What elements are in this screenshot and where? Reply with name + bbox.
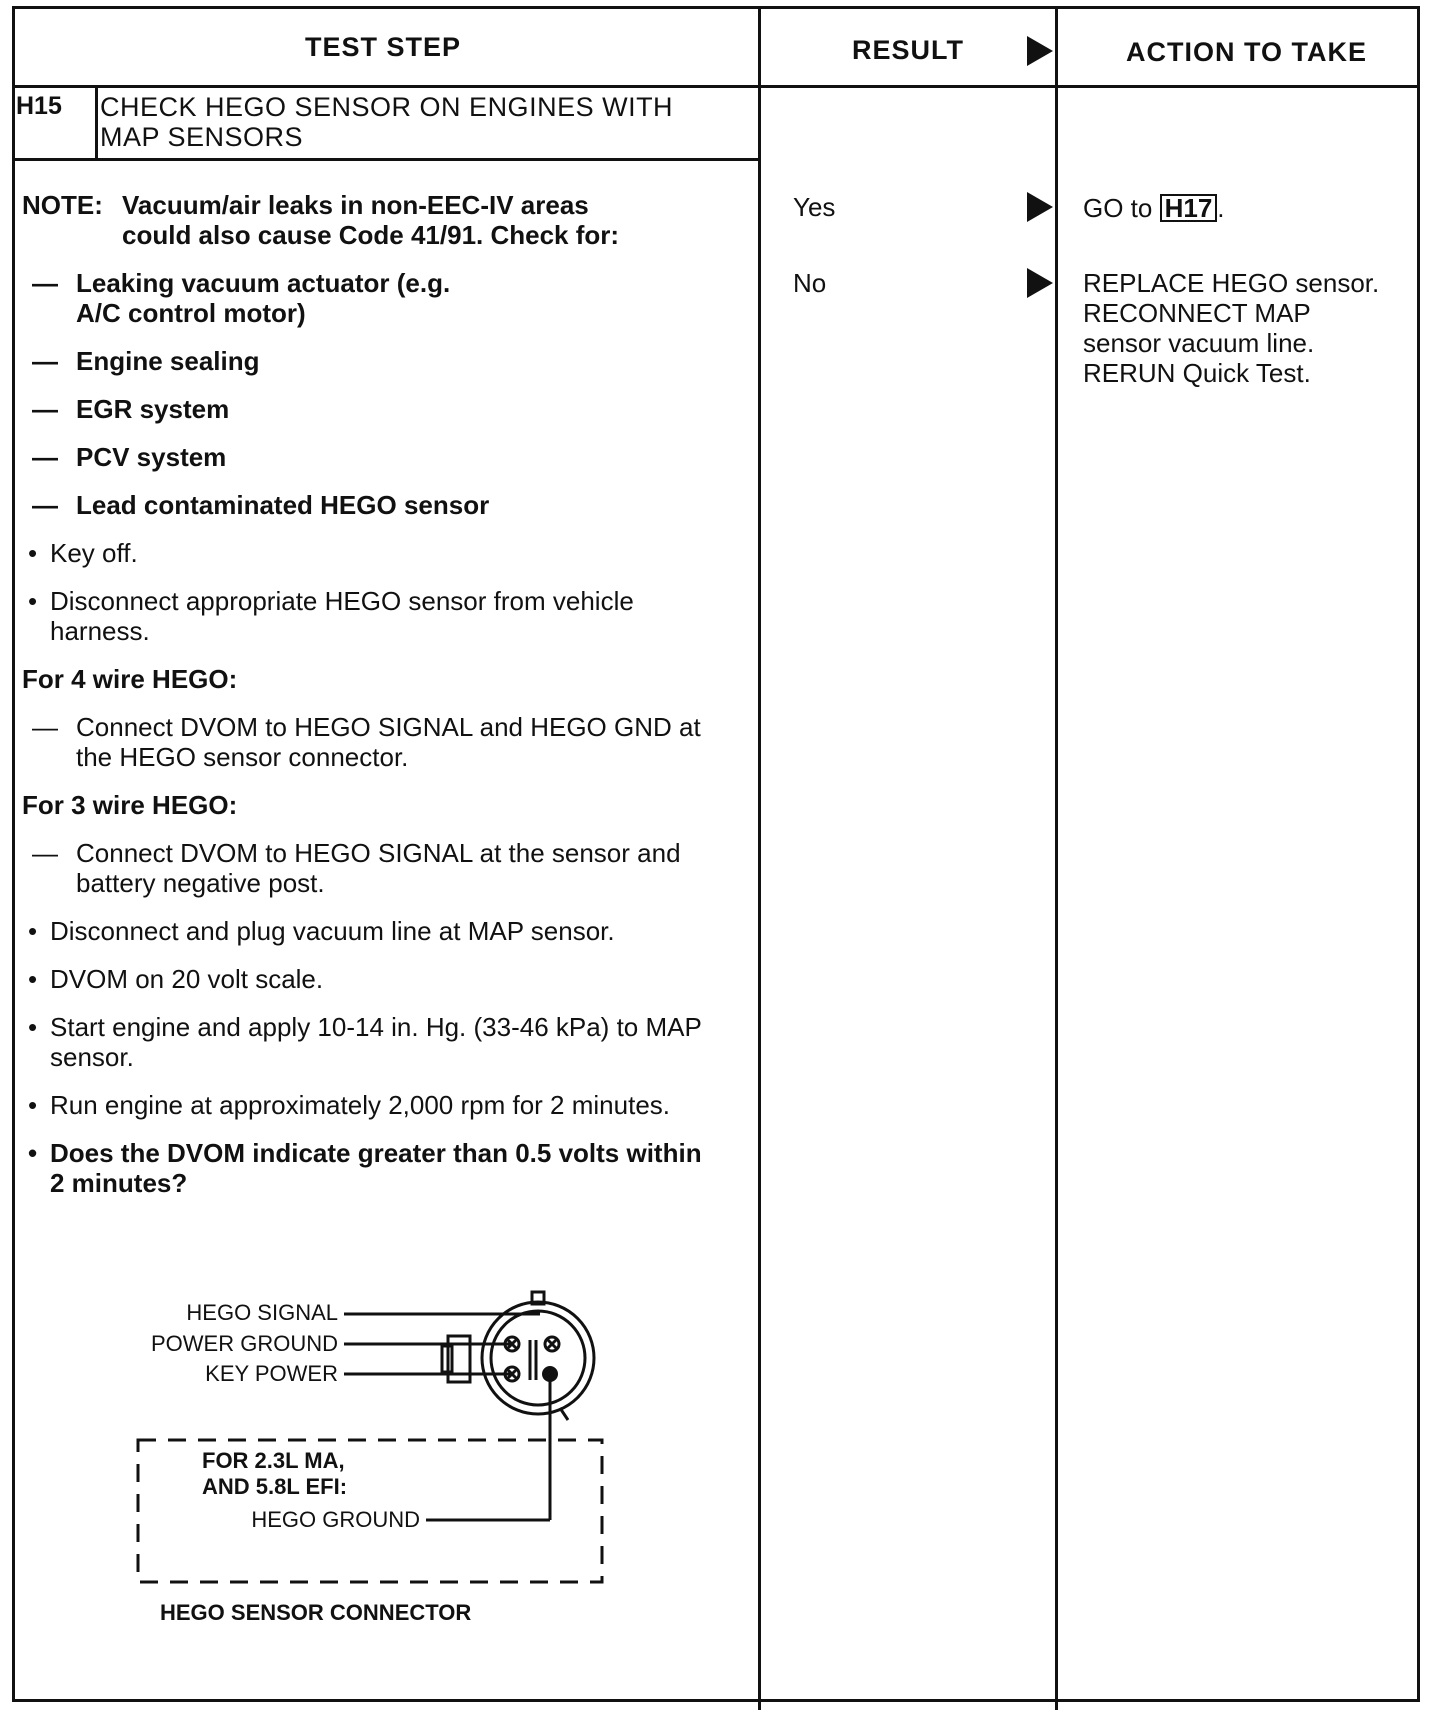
pin-hego-ground [542,1366,558,1382]
step-title-line-1: CHECK HEGO SENSOR ON ENGINES WITH [100,92,674,122]
step-ref-h17[interactable]: H17 [1160,194,1218,222]
connector-tab-bottom [560,1408,568,1420]
leak-item: — Leaking vacuum actuator (e.g. A/C control motor) [32,268,451,328]
label-power-ground: POWER GROUND [151,1331,338,1356]
label-for-line-2: AND 5.8L EFI: [202,1474,348,1499]
bullet-question: • Does the DVOM indicate greater than 0.5 volts within 2 minutes? [28,1138,702,1198]
result-header-arrow-icon [1027,36,1053,66]
action-header: ACTION TO TAKE [1126,37,1367,67]
step-title-line-2: MAP SENSORS [100,122,304,152]
three-wire-item: — Connect DVOM to HEGO SIGNAL at the sensor and battery negative post. [32,838,681,898]
label-key-power: KEY POWER [205,1361,338,1386]
procedure-text [22,190,722,1216]
result-header: RESULT [852,35,964,65]
column-divider-result-action [1055,6,1058,1710]
connector-inner [491,1311,585,1405]
note-label: NOTE: [22,190,103,220]
header-bottom-rule [12,85,1420,88]
bullet-disconnect: • Disconnect appropriate HEGO sensor from vehicle harness. [28,586,634,646]
step-title [100,92,673,152]
result-no-arrow-icon [1027,268,1053,298]
leak-item: — PCV system [32,442,227,472]
label-hego-signal: HEGO SIGNAL [186,1300,338,1325]
leak-item: — Engine sealing [32,346,260,376]
column-divider-test-result [758,6,761,1710]
note-line-2: could also cause Code 41/91. Check for: [122,220,620,250]
result-yes-arrow-icon [1027,192,1053,222]
three-wire-heading: For 3 wire HEGO: [22,790,238,820]
action-no: REPLACE HEGO sensor. RECONNECT MAP sensor vacuum line. RERUN Quick Test. [1083,268,1380,388]
note-line-1: Vacuum/air leaks in non-EEC-IV areas [122,190,589,220]
note-block [22,190,722,250]
connector-body [482,1302,594,1414]
result-no: No [793,268,827,298]
bullet-key-off: • Key off. [28,538,138,568]
action-yes-suffix: . [1217,193,1225,223]
leak-item: — EGR system [32,394,230,424]
bullet-plug-vacuum: • Disconnect and plug vacuum line at MAP sensor. [28,916,615,946]
step-id-divider [95,85,98,158]
test-step-header: TEST STEP [305,32,462,62]
label-hego-ground: HEGO GROUND [251,1507,420,1532]
step-id: H15 [16,92,62,120]
hego-connector-diagram [130,1290,650,1630]
label-for-line-1: FOR 2.3L MA, [202,1448,345,1473]
leak-item: — Lead contaminated HEGO sensor [32,490,490,520]
bullet-start-engine: • Start engine and apply 10-14 in. Hg. (33-46 kPa) to MAP sensor. [28,1012,702,1072]
result-yes: Yes [793,192,836,222]
action-yes-prefix: GO to [1083,193,1153,223]
bullet-run-engine: • Run engine at approximately 2,000 rpm for 2 minutes. [28,1090,671,1120]
four-wire-item: — Connect DVOM to HEGO SIGNAL and HEGO GND at the HEGO sensor connector. [32,712,701,772]
four-wire-heading: For 4 wire HEGO: [22,664,238,694]
diagram-caption: HEGO SENSOR CONNECTOR [160,1600,472,1625]
action-yes [1083,193,1383,223]
step-title-bottom-rule [12,158,758,161]
bullet-dvom-scale: • DVOM on 20 volt scale. [28,964,324,994]
